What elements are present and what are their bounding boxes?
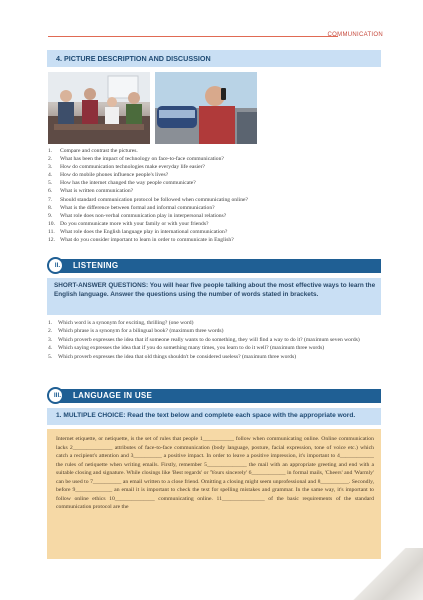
chapter-title: COMMUNICATION bbox=[327, 32, 383, 38]
section-4-title: 4. PICTURE DESCRIPTION AND DISCUSSION bbox=[56, 54, 211, 63]
list-item: 9. What role does non-verbal communication play in interpersonal relations? bbox=[48, 212, 227, 219]
list-item: 5. How has the internet changed the way people communicate? bbox=[48, 180, 196, 187]
page-curl bbox=[340, 548, 423, 600]
phone-call-photo bbox=[155, 72, 257, 144]
list-item: 8. What is the difference between formal and informal communication? bbox=[48, 204, 215, 211]
multiple-choice-header bbox=[47, 408, 381, 425]
netiquette-passage: Internet etiquette, or netiquette, is the set of rules that people 1___________ follow when communicating online. Online communication lacks 2______________ attributes of face-to-face communication (body language, posture, facial expression, tone of voice etc.) which catch a recipient's attention and 3__________ a positive impact. In order to leave a positive impression, it's important to 4____________ the rules of netiquette when writing emails. Firstly, remember 5______________ the mail with an appropriate greeting and end with a suitable closing and signature. While closings like 'Best regards' or 'Yours sincerely' 6____________ in formal mails, 'Cheers' and 'Warmly' can be used to 7__________ an email written to a close friend. Omitting a closing might seem unprofessional and 8__________. Secondly, before 9_____________ an email it is important to check the text for spelling mistakes and grammar. In the same way, it's important to follow online ethics 10______________ communicating online. 11_______________ of the basic requirements of the standard communication protocol are the bbox=[56, 436, 374, 511]
list-item: 1. Compare and contrast the pictures. bbox=[48, 148, 138, 154]
list-item: 4. How do mobile phones influence people's lives? bbox=[48, 172, 169, 179]
list-item: 3. Which proverb expresses the idea that if someone really wants to do something, they will find a way to do it? (maximum seven words) bbox=[48, 336, 360, 343]
language-number-badge: III. bbox=[47, 387, 64, 404]
list-item: 2. What has been the impact of technology on face-to-face communication? bbox=[48, 156, 224, 163]
list-item: 7. Should standard communication protocol be followed when communicating online? bbox=[48, 196, 248, 203]
family-photo bbox=[48, 72, 150, 144]
language-header bbox=[47, 388, 381, 404]
list-item: 5. Which proverb expresses the idea that old things shouldn't be considered useless? (maximum three words) bbox=[48, 353, 297, 360]
language-title: LANGUAGE IN USE bbox=[73, 391, 153, 400]
netiquette-passage-box bbox=[47, 429, 381, 559]
list-item: 12. What do you consider important to learn in order to communicate in English? bbox=[48, 237, 234, 244]
section-4-header bbox=[47, 50, 381, 67]
list-item: 3. How do communication technologies make everyday life easier? bbox=[48, 164, 205, 171]
list-item: 2. Which phrase is a synonym for a bilingual book? (maximum three words) bbox=[48, 328, 224, 335]
listening-instructions-box bbox=[47, 278, 381, 315]
listening-questions bbox=[48, 319, 382, 361]
listening-instructions: SHORT-ANSWER QUESTIONS: You will hear five people talking about the most effective ways to learn the English language. Answer the questions using the number of words stated in brackets. bbox=[54, 282, 376, 298]
list-item: 1. Which word is a synonym for exciting, thrilling? (one word) bbox=[48, 320, 194, 326]
list-item: 10. Do you communicate more with your family or with your friends? bbox=[48, 220, 209, 227]
list-item: 6. What is written communication? bbox=[48, 188, 134, 195]
listening-header bbox=[47, 258, 381, 274]
multiple-choice-title: 1. MULTIPLE CHOICE: Read the text below and complete each space with the appropriate word. bbox=[56, 412, 356, 419]
list-item: 11. What role does the English language play in international communication? bbox=[48, 228, 228, 235]
header-rule bbox=[48, 36, 338, 37]
listening-title: LISTENING bbox=[73, 261, 119, 270]
list-item: 4. Which saying expresses the idea that if you do something many times, you learn to do it well? (maximum three words) bbox=[48, 345, 325, 352]
listening-number-badge: II. bbox=[47, 257, 64, 274]
discussion-questions bbox=[48, 147, 378, 244]
